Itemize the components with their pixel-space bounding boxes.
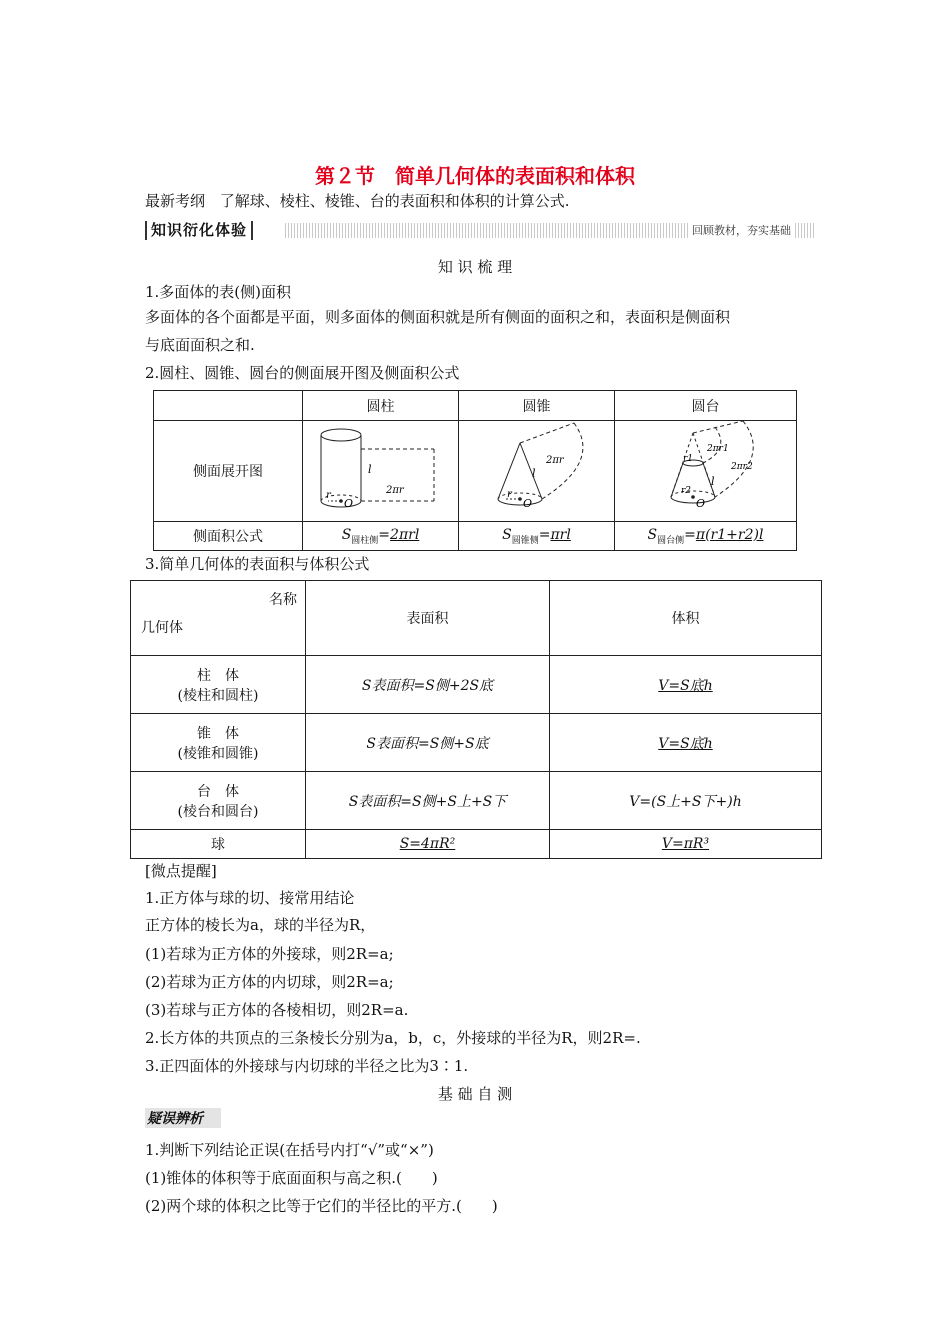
sphere-volume: V=πR³ bbox=[550, 830, 822, 859]
cone-formula: $S_{圆锥侧}=\pi rl$ bbox=[459, 522, 615, 551]
outline-text: 了解球、棱柱、棱锥、台的表面积和体积的计算公式. bbox=[219, 192, 570, 210]
frustum-l-label: l bbox=[710, 475, 715, 488]
cyl-l-label: l bbox=[367, 463, 372, 476]
frustum-volume: V=(S上+S下+)h bbox=[550, 772, 822, 830]
table1-row-development: 侧面展开图 bbox=[154, 421, 303, 522]
tips-line: 2.长方体的共顶点的三条棱长分别为a，b，c，外接球的半径为R，则2R=. bbox=[145, 1029, 641, 1047]
prism-volume: V=S底h bbox=[550, 656, 822, 714]
table1-col-cone: 圆锥 bbox=[459, 391, 615, 421]
table2-corner bbox=[131, 581, 306, 656]
question-item: (1)锥体的体积等于底面面积与高之积.( ) bbox=[145, 1169, 438, 1187]
table2-row-prism: 柱 体 (棱柱和圆柱) bbox=[131, 656, 306, 714]
section-banner bbox=[145, 221, 815, 240]
table2-row-sphere: 球 bbox=[131, 830, 306, 859]
frustum-r1-label: r1 bbox=[682, 454, 693, 464]
frustum-area: S表面积=S侧+S上+S下 bbox=[306, 772, 550, 830]
tips-line: 3.正四面体的外接球与内切球的半径之比为3∶1. bbox=[145, 1057, 469, 1075]
table2-col-area: 表面积 bbox=[306, 581, 550, 656]
cylinder-answer: 2πrl bbox=[390, 526, 420, 543]
pyramid-volume: V=S底h bbox=[550, 714, 822, 772]
p2-heading: 2.圆柱、圆锥、圆台的侧面展开图及侧面积公式 bbox=[145, 364, 460, 382]
cone-o-label: O bbox=[522, 497, 532, 510]
area-volume-table bbox=[130, 580, 822, 859]
tips-line: (2)若球为正方体的内切球，则2R=a; bbox=[145, 973, 394, 991]
section-heading-selftest: 基 础 自 测 bbox=[437, 1085, 513, 1103]
table1-col-frustum: 圆台 bbox=[615, 391, 797, 421]
section-heading-knowledge: 知 识 梳 理 bbox=[437, 258, 513, 276]
outline bbox=[145, 190, 570, 211]
frustum-r2-label: r2 bbox=[680, 486, 691, 496]
cylinder-figure bbox=[303, 421, 459, 522]
p1-line1: 多面体的各个面都是平面，则多面体的侧面积就是所有侧面的面积之和，表面积是侧面积 bbox=[145, 308, 731, 326]
table2-row-frustum: 台 体 (棱台和圆台) bbox=[131, 772, 306, 830]
tips-line: 正方体的棱长为a，球的半径为R， bbox=[145, 916, 376, 934]
question-stem: 1.判断下列结论正误(在括号内打“√”或“×”) bbox=[145, 1141, 434, 1159]
cyl-o-label: O bbox=[343, 497, 353, 510]
cone-l-label: l bbox=[531, 467, 536, 480]
frustum-o-label: O bbox=[695, 497, 705, 510]
error-analysis-tag: 疑误辨析 bbox=[145, 1108, 221, 1128]
p1-line2: 与底面面积之和. bbox=[145, 336, 255, 354]
banner-subtitle: 回顾教材，夯实基础 bbox=[688, 223, 795, 238]
p3-heading: 3.简单几何体的表面积与体积公式 bbox=[145, 555, 370, 573]
table1-col-cylinder: 圆柱 bbox=[303, 391, 459, 421]
table2-header-name: 名称 bbox=[269, 592, 297, 608]
table1-row-formula: 侧面积公式 bbox=[154, 522, 303, 551]
frustum-answer: π(r1+r2)l bbox=[695, 526, 764, 543]
pyramid-area: S表面积=S侧+S底 bbox=[306, 714, 550, 772]
cone-arc-label: 2πr bbox=[545, 455, 564, 466]
tips-line: 1.正方体与球的切、接常用结论 bbox=[145, 889, 355, 907]
table1-corner bbox=[154, 391, 303, 421]
question-item: (2)两个球的体积之比等于它们的半径比的平方.( ) bbox=[145, 1197, 498, 1215]
sphere-area: S=4πR² bbox=[306, 830, 550, 859]
page-title: 第２节 简单几何体的表面积和体积 bbox=[315, 164, 635, 188]
frustum-figure bbox=[615, 421, 797, 522]
cylinder-development-diagram bbox=[306, 421, 456, 517]
p1-heading: 1.多面体的表(侧)面积 bbox=[145, 283, 292, 301]
cylinder-formula: $S_{圆柱侧}=2\pi rl$ bbox=[303, 522, 459, 551]
frustum-arc1-label: 2πr1 bbox=[706, 444, 729, 454]
cone-r-label: r bbox=[506, 489, 512, 500]
lateral-area-table bbox=[153, 390, 797, 551]
cone-answer: πrl bbox=[550, 526, 571, 543]
table2-col-volume: 体积 bbox=[550, 581, 822, 656]
frustum-arc2-label: 2πr2 bbox=[730, 462, 753, 472]
outline-label: 最新考纲 bbox=[145, 192, 206, 210]
prism-area: S表面积=S侧+2S底 bbox=[306, 656, 550, 714]
banner-tag: 知识衍化体验 bbox=[145, 221, 253, 240]
cyl-arc-label: 2πr bbox=[385, 485, 404, 496]
tips-label: [微点提醒] bbox=[145, 862, 217, 880]
frustum-formula: $S_{圆台侧}=\pi(r1+r2)l$ bbox=[615, 522, 797, 551]
tips-line: (1)若球为正方体的外接球，则2R=a; bbox=[145, 945, 394, 963]
frustum-development-diagram bbox=[631, 421, 781, 517]
table2-row-pyramid: 锥 体 (棱锥和圆锥) bbox=[131, 714, 306, 772]
cyl-r-label: r bbox=[325, 490, 331, 501]
table2-header-solid: 几何体 bbox=[141, 620, 183, 636]
cone-development-diagram bbox=[462, 421, 612, 517]
cone-figure bbox=[459, 421, 615, 522]
tips-line: (3)若球与正方体的各棱相切，则2R=a. bbox=[145, 1001, 409, 1019]
